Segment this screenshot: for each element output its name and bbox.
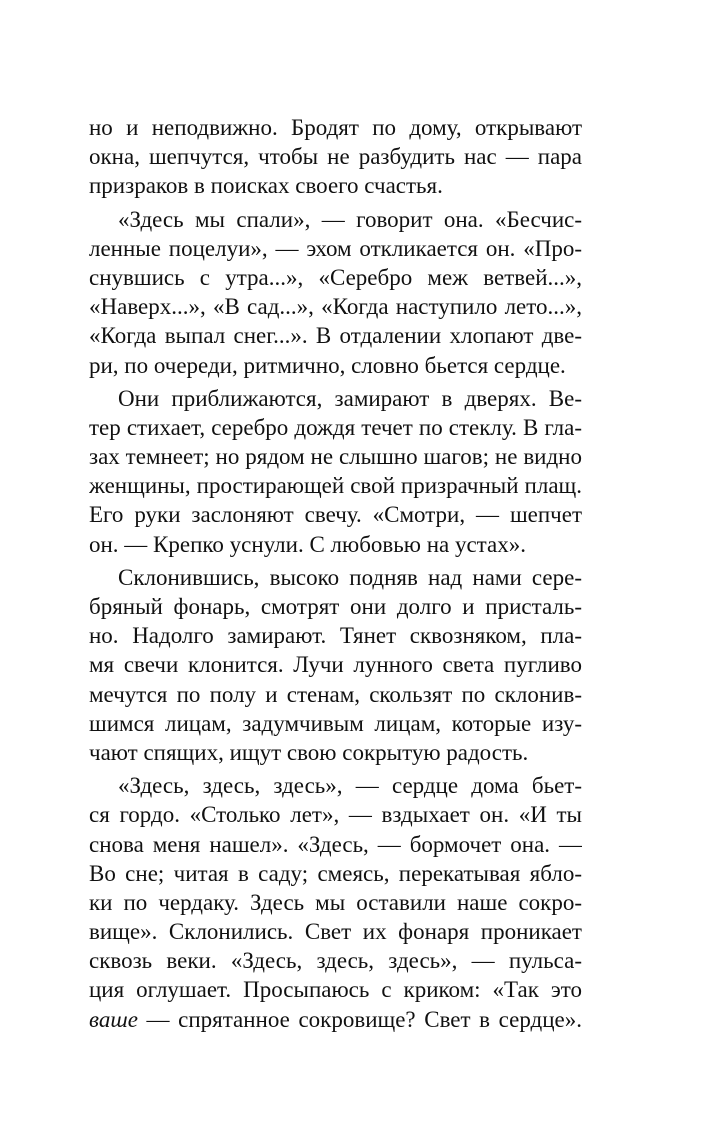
paragraph-4 (89, 563, 582, 767)
text-line: сквозь веки. «Здесь, здесь, здесь», — пульса- (89, 948, 582, 974)
text-line: «Наверх...», «В сад...», «Когда наступило лето...», (89, 294, 582, 320)
text-line: снувшись с утра...», «Серебро меж ветвей...», (89, 264, 582, 290)
text-line: Склонившись, высоко подняв над нами сере- (118, 564, 582, 590)
text-line: женщины, простирающей свой призрачный плащ. (89, 473, 582, 499)
text-line: он. — Крепко уснули. С любовью на устах». (89, 531, 526, 557)
text-line: бряный фонарь, смотрят они долго и присталь- (89, 594, 582, 619)
text-line: ция оглушает. Просыпаюсь с криком: «Так это (89, 977, 582, 1003)
text-line: ки по чердаку. Здесь мы оставили наше сокро- (89, 889, 582, 915)
text-line: Они приближаются, замирают в дверях. Ве- (118, 385, 582, 411)
final-line-rest: — спрятанное сокровище? Свет в сердце». (137, 1006, 582, 1032)
text-line: мя свечи клонится. Лучи лунного света пугливо (89, 652, 582, 678)
text-line: но. Надолго замирают. Тянет сквозняком, пла- (89, 623, 582, 649)
paragraph-2 (89, 205, 582, 380)
text-line-final (89, 1005, 582, 1034)
paragraph-1 (89, 113, 582, 201)
text-line: но и неподвижно. Бродят по дому, открывают (89, 115, 582, 140)
text-line: чают спящих, ищут свою сокрытую радость. (89, 739, 529, 765)
text-line: окна, шепчутся, чтобы не разбудить нас — пара (89, 144, 582, 170)
text-line: Его руки заслоняют свечу. «Смотри, — шепчет (89, 502, 582, 528)
text-line: «Когда выпал снег...». В отдалении хлопают две- (89, 323, 582, 349)
paragraph-5 (89, 771, 582, 1034)
paragraph-3 (89, 384, 582, 559)
text-line: «Здесь, здесь, здесь», — сердце дома бьет- (118, 773, 582, 799)
text-line: «Здесь мы спали», — говорит она. «Бесчис- (118, 206, 582, 232)
emphasis-word: ваше (89, 1006, 138, 1032)
document-page (89, 113, 582, 1034)
text-line: зах темнеет; но рядом не слышно шагов; не видно (89, 444, 582, 470)
text-line: призраков в поисках своего счастья. (89, 173, 443, 199)
text-line: мечутся по полу и стенам, скользят по склонив- (89, 681, 582, 707)
text-line: снова меня нашел». «Здесь, — бормочет она. — (89, 831, 582, 857)
text-line: вище». Склонились. Свет их фонаря проникает (89, 919, 582, 945)
text-line: ся гордо. «Столько лет», — вздыхает он. «И ты (89, 802, 582, 828)
text-line: ри, по очереди, ритмично, словно бьется сердце. (89, 352, 566, 378)
text-line: тер стихает, серебро дождя течет по стеклу. В гла- (89, 414, 582, 440)
text-line: ленные поцелуи», — эхом откликается он. «Про- (89, 235, 582, 261)
text-line: шимся лицам, задумчивым лицам, которые изу- (89, 710, 582, 736)
text-line: Во сне; читая в саду; смеясь, перекатывая ябло- (89, 860, 582, 886)
